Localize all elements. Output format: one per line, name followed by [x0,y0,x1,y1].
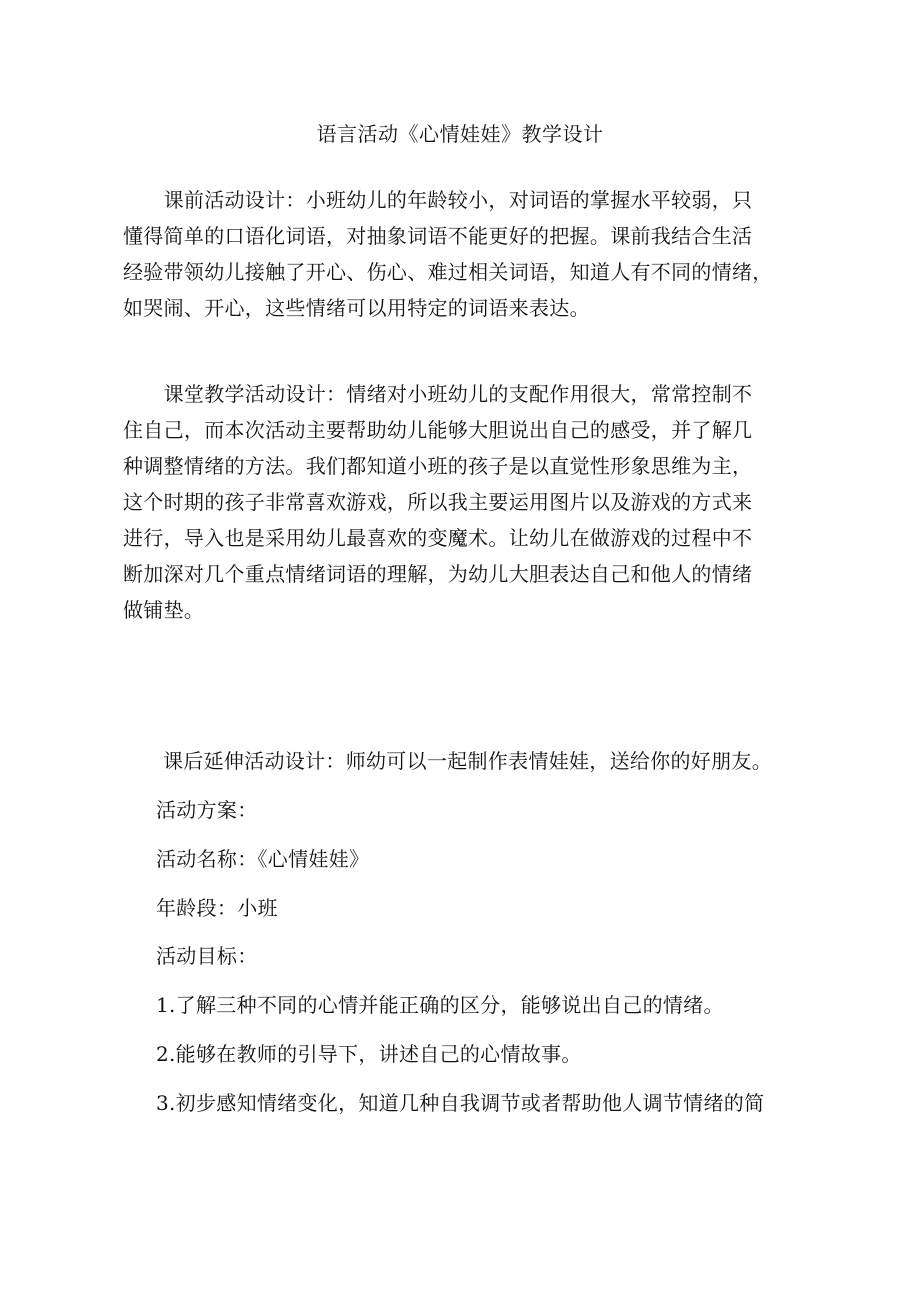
classroom-activity-paragraph [123,376,823,628]
paragraph-line: 懂得简单的口语化词语，对抽象词语不能更好的把握。课前我结合生活 [123,224,753,248]
paragraph-line: 这个时期的孩子非常喜欢游戏，所以我主要运用图片以及游戏的方式来 [123,490,753,514]
goals-heading: 活动目标： [156,944,258,968]
goal-item: 3.初步感知情绪变化，知道几种自我调节或者帮助他人调节情绪的简 [156,1091,765,1115]
post-activity-paragraph: 课后延伸活动设计：师幼可以一起制作表情娃娃，送给你的好朋友。 [163,749,772,773]
paragraph-line: 做铺垫。 [123,598,205,622]
paragraph-line: 如哭闹、开心，这些情绪可以用特定的词语来表达。 [123,296,590,320]
activity-name: 活动名称：《心情娃娃》 [156,847,370,871]
paragraph-line: 进行，导入也是采用幼儿最喜欢的变魔术。让幼儿在做游戏的过程中不 [123,526,753,550]
age-group: 年龄段：小班 [156,896,278,920]
paragraph-line: 课前活动设计：小班幼儿的年龄较小，对词语的掌握水平较弱，只 [123,188,753,212]
goal-item: 2.能够在教师的引导下，讲述自己的心情故事。 [156,1042,582,1066]
paragraph-line: 断加深对几个重点情绪词语的理解，为幼儿大胆表达自己和他人的情绪 [123,562,753,586]
goal-item: 1.了解三种不同的心情并能正确的区分，能够说出自己的情绪。 [156,993,724,1017]
document-title: 语言活动《心情娃娃》教学设计 [316,122,604,146]
plan-heading: 活动方案： [156,798,258,822]
paragraph-line: 课堂教学活动设计：情绪对小班幼儿的支配作用很大，常常控制不 [123,382,753,406]
pre-activity-paragraph [123,182,823,326]
paragraph-line: 住自己，而本次活动主要帮助幼儿能够大胆说出自己的感受，并了解几 [123,418,753,442]
paragraph-line: 种调整情绪的方法。我们都知道小班的孩子是以直觉性形象思维为主， [123,454,753,478]
paragraph-line: 经验带领幼儿接触了开心、伤心、难过相关词语，知道人有不同的情绪， [123,260,773,284]
